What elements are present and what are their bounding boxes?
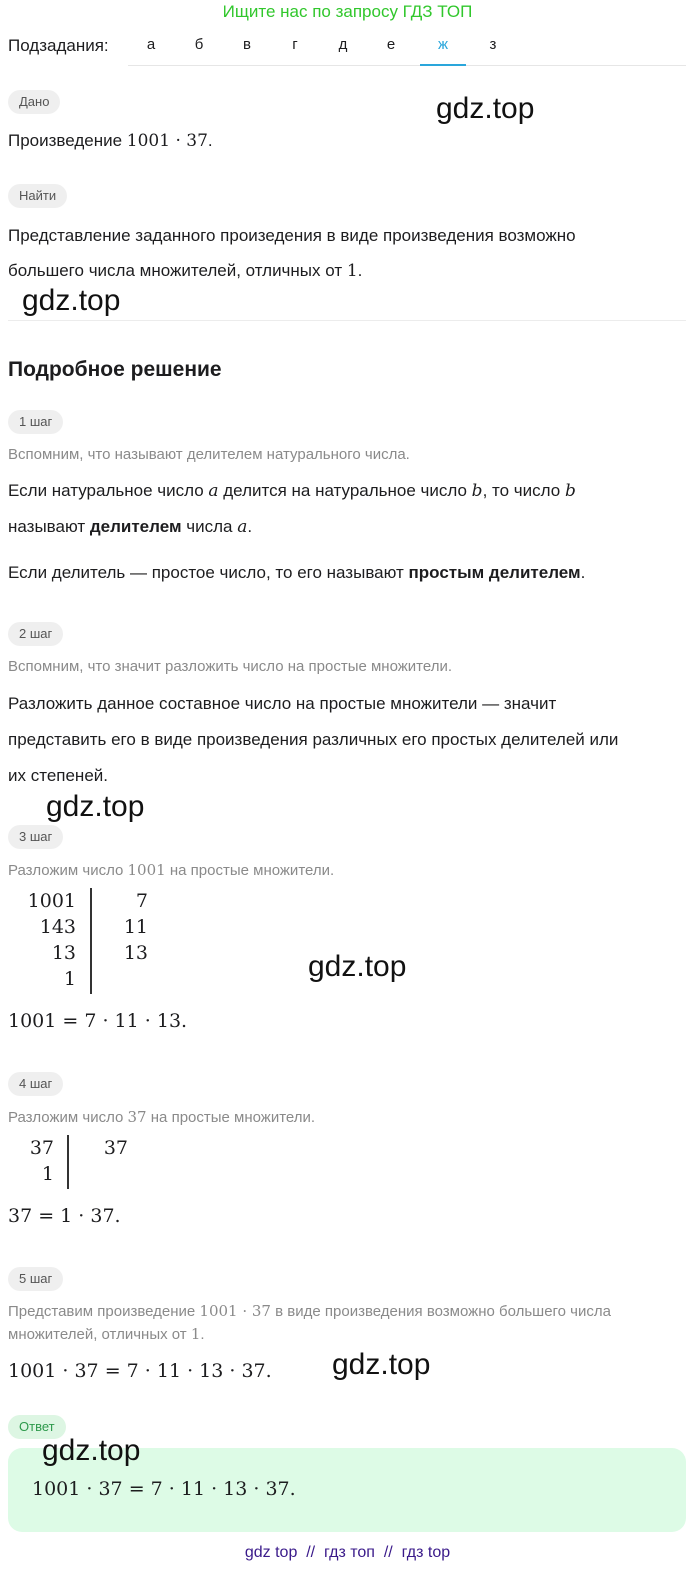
watermark: gdz.top xyxy=(308,950,407,983)
step1-p2-a: называют xyxy=(8,517,90,536)
footer-link-gdz-top-mixed[interactable]: гдз top xyxy=(401,1544,451,1561)
step3-hint-num: 1001 xyxy=(127,861,166,879)
watermark: gdz.top xyxy=(22,284,121,317)
step1-p1-c: , то число xyxy=(482,481,565,500)
step1-p3 xyxy=(8,562,585,584)
factor-divider-line xyxy=(67,1135,69,1189)
step5-hint2-suffix: . xyxy=(200,1326,205,1343)
step2-line1: Разложить данное составное число на простые множители — значит xyxy=(8,694,557,713)
step5-hint2 xyxy=(8,1324,205,1345)
step5-hint1-suffix: в виде произведения возможно большего числа xyxy=(270,1303,611,1320)
step5-hint2-num: 1 xyxy=(190,1325,201,1343)
step1-p2-c: . xyxy=(247,517,253,536)
factor-left: 1001 xyxy=(27,890,76,912)
term-prime-divisor: простым делителем xyxy=(408,563,581,582)
tab-g[interactable]: г xyxy=(292,36,298,53)
var-a: a xyxy=(237,517,248,537)
factor-left: 37 xyxy=(29,1137,54,1159)
step5-result: 1001 · 37 = 7 · 11 · 13 · 37. xyxy=(8,1360,272,1382)
step4-hint-num: 37 xyxy=(127,1108,147,1126)
factor-right: 13 xyxy=(123,942,148,964)
tab-z[interactable]: з xyxy=(489,36,497,53)
find-pill: Найти xyxy=(8,184,67,208)
factor-right: 7 xyxy=(135,890,148,912)
step1-p2 xyxy=(8,516,252,538)
factor-right: 37 xyxy=(103,1137,128,1159)
given-expr: 1001 · 37 xyxy=(126,131,208,151)
step3-result: 1001 = 7 · 11 · 13. xyxy=(8,1010,188,1032)
subtasks-label: Подзадания: xyxy=(8,36,109,55)
var-a: a xyxy=(208,481,219,501)
factor-right: 11 xyxy=(123,916,148,938)
given-prefix: Произведение xyxy=(8,131,127,150)
var-b: b xyxy=(564,481,576,501)
step4-hint xyxy=(8,1107,315,1128)
tab-d[interactable]: д xyxy=(338,36,348,53)
step1-hint: Вспомним, что называют делителем натурального числа. xyxy=(8,446,410,463)
footer-link-gdz-top[interactable]: gdz top xyxy=(244,1544,298,1561)
factor-divider-line xyxy=(90,888,92,994)
tab-v[interactable]: в xyxy=(243,36,251,53)
step2-line2: представить его в виде произведения различных его простых делителей или xyxy=(8,730,619,749)
answer-expr: 1001 · 37 = 7 · 11 · 13 · 37. xyxy=(32,1478,296,1500)
step4-hint-suffix: на простые множители. xyxy=(146,1109,316,1126)
watermark: gdz.top xyxy=(46,790,145,823)
find-line2-num: 1 xyxy=(346,261,358,281)
tab-b[interactable]: б xyxy=(194,36,204,53)
term-divisor: делителем xyxy=(89,517,182,536)
given-text xyxy=(8,130,213,152)
step5-hint2-prefix: множителей, отличных от xyxy=(8,1326,191,1343)
step4-result: 37 = 1 · 37. xyxy=(8,1205,121,1227)
watermark: gdz.top xyxy=(42,1434,141,1467)
step1-p1-b: делится на натуральное число xyxy=(218,481,472,500)
step1-p1-a: Если натуральное число xyxy=(8,481,209,500)
divider xyxy=(8,320,686,321)
step3-hint-prefix: Разложим число xyxy=(8,862,128,879)
answer-pill: Ответ xyxy=(8,1415,66,1439)
step5-hint1-prefix: Представим произведение xyxy=(8,1303,200,1320)
factor-left: 1 xyxy=(63,968,76,990)
step4-pill: 4 шаг xyxy=(8,1072,63,1096)
solution-title: Подробное решение xyxy=(8,358,222,381)
step5-hint1 xyxy=(8,1301,611,1322)
given-pill: Дано xyxy=(8,90,60,114)
search-hint-banner: Ищите нас по запросу ГДЗ ТОП xyxy=(222,2,473,21)
find-line2 xyxy=(8,260,362,282)
tab-zh-active[interactable]: ж xyxy=(420,28,466,66)
find-line2-prefix: большего числа множителей, отличных от xyxy=(8,261,347,280)
step1-p3-a: Если делитель — простое число, то его называют xyxy=(8,563,409,582)
watermark: gdz.top xyxy=(436,92,535,125)
footer-link-gdz-top-ru[interactable]: гдз топ xyxy=(324,1544,375,1561)
step1-p3-c: . xyxy=(580,563,586,582)
given-suffix: . xyxy=(207,131,213,150)
step1-p1 xyxy=(8,480,576,502)
step2-hint: Вспомним, что значит разложить число на простые множители. xyxy=(8,658,453,675)
tab-a[interactable]: а xyxy=(146,36,156,53)
find-line1: Представление заданного произедения в виде произведения возможно xyxy=(8,226,576,245)
step2-pill: 2 шаг xyxy=(8,622,63,646)
step3-hint xyxy=(8,860,334,881)
var-b: b xyxy=(471,481,483,501)
step2-line3: их степеней. xyxy=(8,766,108,785)
factor-left: 143 xyxy=(39,916,76,938)
step5-hint1-expr: 1001 · 37 xyxy=(199,1302,271,1320)
footer-separator: // xyxy=(306,1544,316,1561)
find-line2-suffix: . xyxy=(357,261,363,280)
footer-links xyxy=(0,1544,695,1562)
watermark: gdz.top xyxy=(332,1348,431,1381)
factor-left: 1 xyxy=(41,1163,54,1185)
step3-hint-suffix: на простые множители. xyxy=(165,862,335,879)
tab-e[interactable]: е xyxy=(386,36,396,53)
step5-pill: 5 шаг xyxy=(8,1267,63,1291)
subtask-tabs xyxy=(128,28,686,66)
step3-pill: 3 шаг xyxy=(8,825,63,849)
step1-p2-b: числа xyxy=(181,517,238,536)
step1-pill: 1 шаг xyxy=(8,410,63,434)
footer-separator: // xyxy=(383,1544,393,1561)
factor-left: 13 xyxy=(51,942,76,964)
step4-hint-prefix: Разложим число xyxy=(8,1109,128,1126)
